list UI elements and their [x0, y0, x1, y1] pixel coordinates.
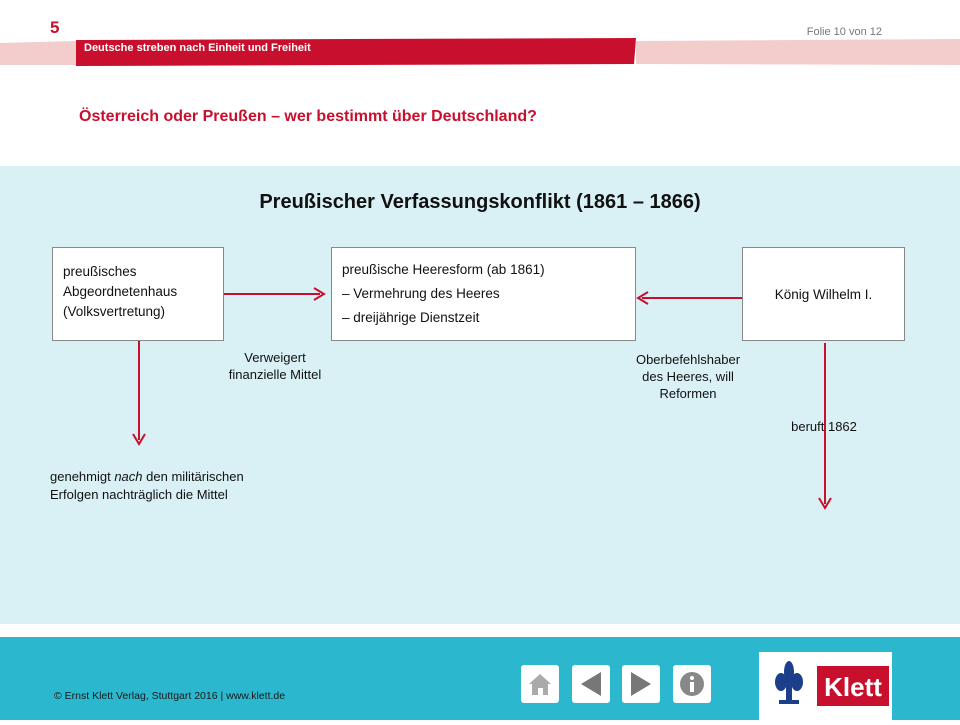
label-oberbefehlshaber — [615, 351, 761, 402]
box-mid-heading: preußische Heeresform (ab 1861) — [342, 262, 545, 277]
label-genehmigt-line1 — [50, 468, 244, 486]
copyright-text: © Ernst Klett Verlag, Stuttgart 2016 | www.klett.de — [54, 690, 286, 702]
info-icon — [678, 670, 706, 698]
label-genehmigt-part2: den militärischen — [142, 469, 244, 484]
slide-subtitle: Österreich oder Preußen – wer bestimmt über Deutschland? — [79, 108, 537, 125]
info-button[interactable] — [673, 665, 711, 703]
label-verweigert — [205, 349, 345, 383]
label-genehmigt-part1: genehmigt — [50, 469, 115, 484]
label-beruft: beruft 1862 — [791, 419, 857, 434]
diagram-title: Preußischer Verfassungskonflikt (1861 – 1866) — [259, 191, 701, 213]
page-indicator: Folie 10 von 12 — [806, 26, 882, 38]
logo-text: Klett — [824, 672, 882, 702]
label-genehmigt-line2: Erfolgen nachträglich die Mittel — [50, 487, 228, 502]
box-left-line: preußisches — [63, 264, 137, 279]
label-oberbefehlshaber-line: des Heeres, will — [642, 369, 734, 384]
klett-logo — [759, 652, 892, 720]
chapter-number: 5 — [50, 18, 60, 37]
box-left-line: (Volksvertretung) — [63, 304, 166, 319]
label-verweigert-line: Verweigert — [244, 350, 306, 365]
label-oberbefehlshaber-line: Oberbefehlshaber — [635, 352, 741, 367]
back-arrow-icon — [576, 669, 606, 699]
label-oberbefehlshaber-line: Reformen — [659, 386, 717, 401]
label-verweigert-line: finanzielle Mittel — [228, 367, 322, 382]
home-button[interactable] — [521, 665, 559, 703]
home-icon — [526, 670, 554, 698]
chapter-title: Deutsche streben nach Einheit und Freiheit — [84, 42, 311, 54]
label-genehmigt-emphasis: nach — [114, 469, 143, 484]
box-right-label: König Wilhelm I. — [774, 286, 873, 302]
forward-arrow-icon — [626, 669, 656, 699]
box-mid-item: – dreijährige Dienstzeit — [342, 310, 480, 325]
back-button[interactable] — [572, 665, 610, 703]
box-mid-item: – Vermehrung des Heeres — [342, 286, 500, 301]
box-left-line: Abgeordnetenhaus — [63, 284, 178, 299]
klett-logo-graphic — [759, 652, 892, 720]
forward-button[interactable] — [622, 665, 660, 703]
label-genehmigt — [50, 468, 244, 504]
